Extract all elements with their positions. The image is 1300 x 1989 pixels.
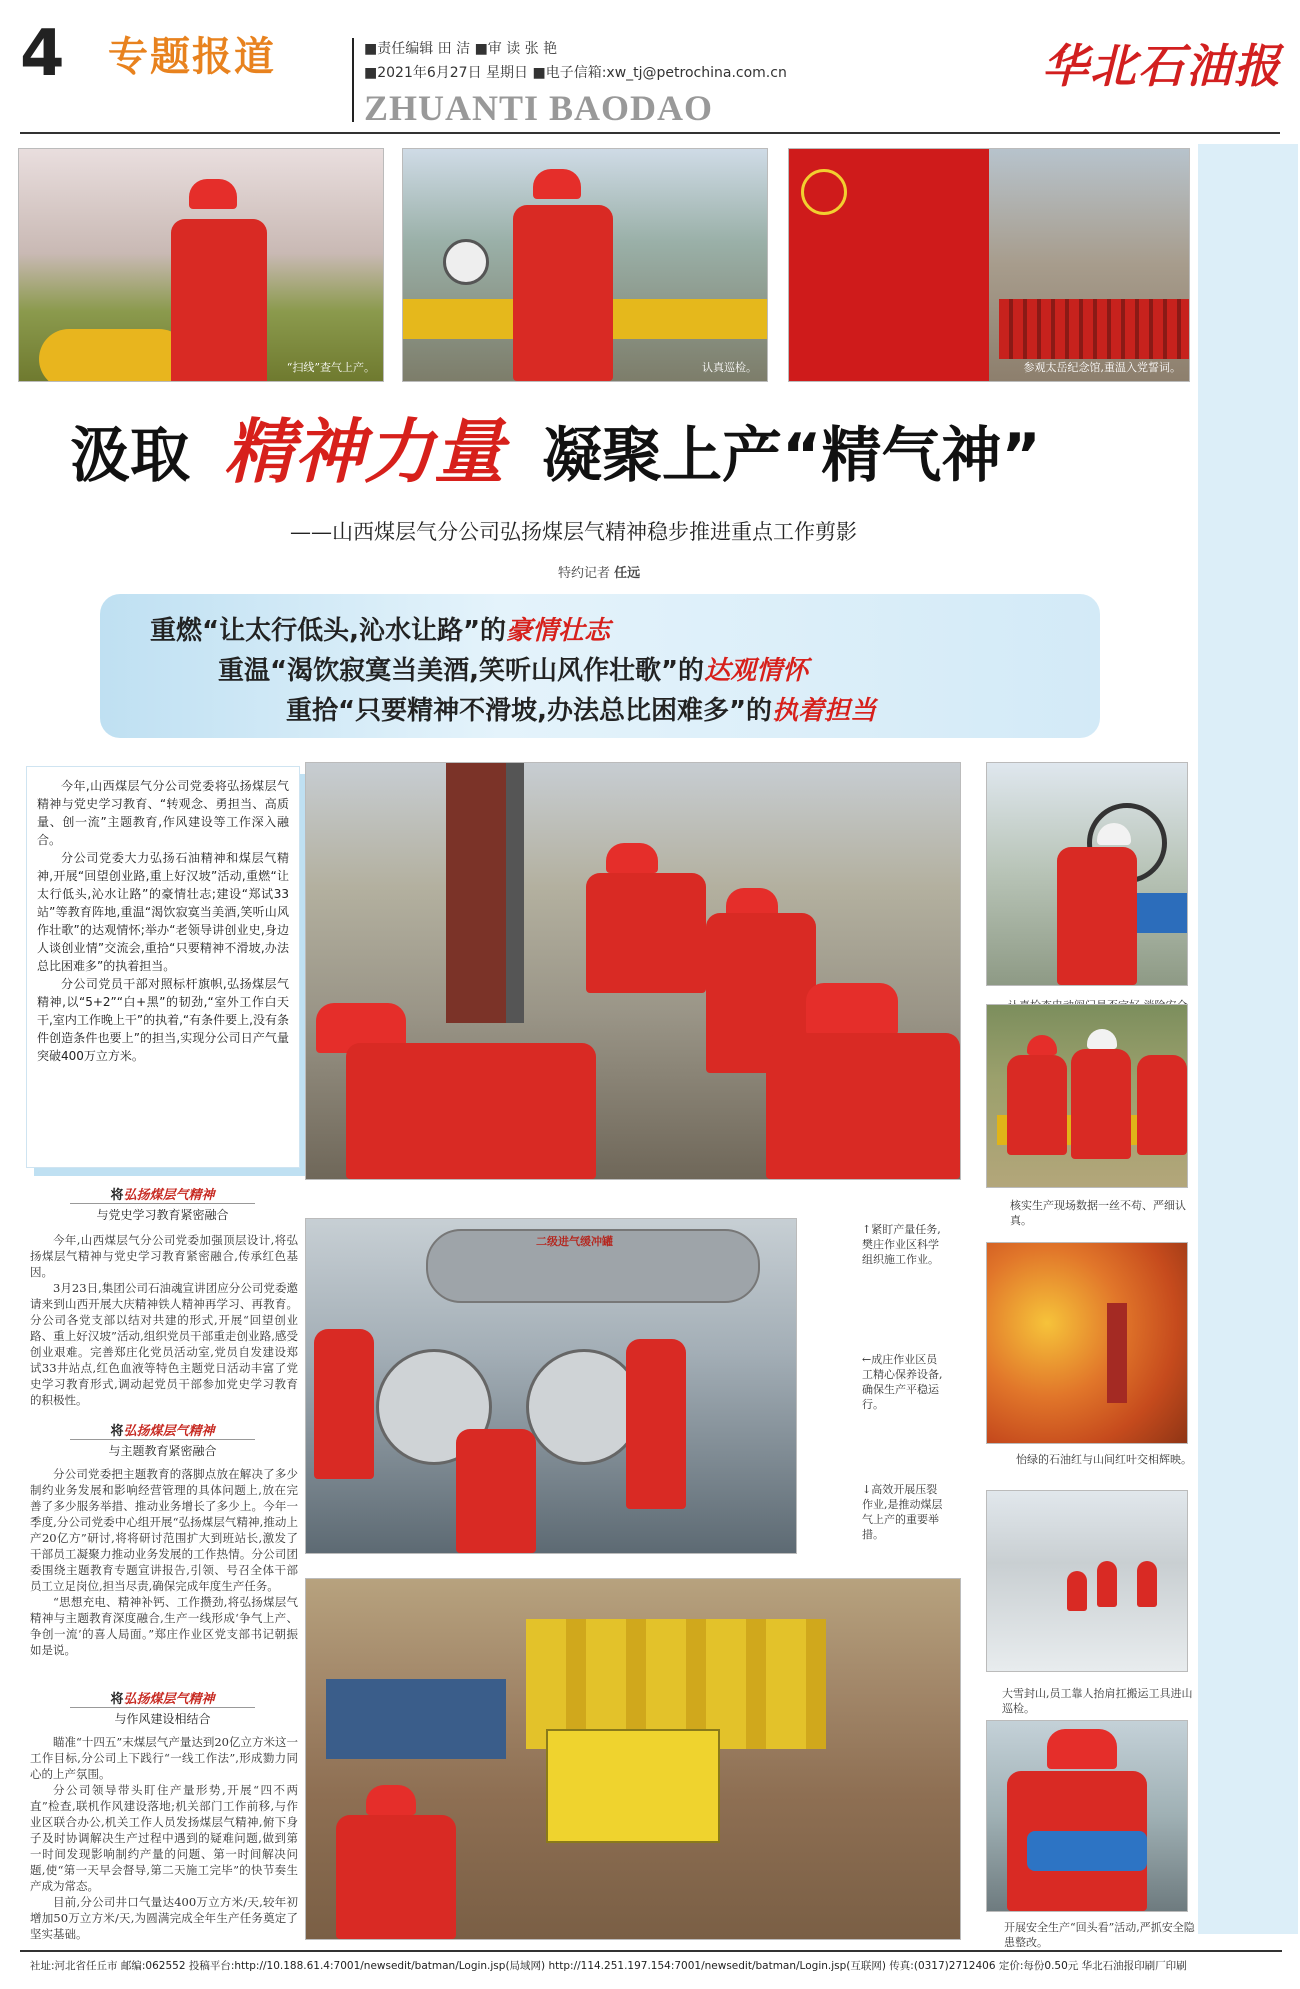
- right-photo-3: [986, 1242, 1188, 1444]
- caption-mid-left: ←成庄作业区员工精心保养设备,确保生产平稳运行。: [862, 1353, 943, 1411]
- section-3-paragraph-2: 分公司领导带头盯住产量形势,开展“四不两直”检查,联机作风建设落地;机关部门工作前移,与作业区联合办公,机关工作人员发扬煤层气精神,俯下身子及时协调解决生产过程中遇到的疑难问题,做到第一时间发现影响制约产量的问题、第一时间解决问题,使“第一天早会督导,第二天施工完毕”的快节奏生产成为常态。: [30, 1783, 298, 1893]
- banner-line-3: [286, 690, 876, 727]
- headline-part3: 凝聚上产“精气神”: [542, 421, 1041, 491]
- banner-line-3-emph: 执着担当: [772, 696, 877, 726]
- section-1-subheading: 与党史学习教育紧密融合: [70, 1203, 255, 1223]
- right-photo-1: [986, 762, 1188, 986]
- caption-right-2: 核实生产现场数据一丝不苟、严细认真。: [1010, 1199, 1186, 1227]
- section-1-body: [30, 1232, 298, 1408]
- section-3-heading: [30, 1688, 295, 1728]
- section-2-red: 弘扬煤层气精神: [123, 1424, 215, 1439]
- banner-line-2: [218, 650, 808, 687]
- masthead-logo: 华北石油报: [1042, 39, 1282, 93]
- banner-line-1-text: 重燃“让太行低头,沁水让路”的: [150, 616, 507, 646]
- section-3-red: 弘扬煤层气精神: [123, 1692, 215, 1707]
- right-photo-2: [986, 1004, 1188, 1188]
- date-line: ■2021年6月27日 星期日 ■电子信箱:xw_tj@petrochina.com.cn: [364, 65, 787, 81]
- banner-line-2-emph: 达观情怀: [704, 656, 809, 686]
- side-panel: [1198, 144, 1298, 1934]
- byline: [558, 562, 640, 581]
- headline-part1: 汲取: [70, 421, 190, 491]
- top-photo-2: [402, 148, 768, 382]
- section-1-paragraph-1: 今年,山西煤层气分公司党委加强顶层设计,将弘扬煤层气精神与党史学习教育紧密融合,传承红色基因。: [30, 1233, 298, 1279]
- header-rule: [20, 132, 1280, 134]
- editor-line: ■责任编辑 田 洁 ■审 读 张 艳: [364, 41, 558, 57]
- intro-paragraph-2: 分公司党委大力弘扬石油精神和煤层气精神,开展“回望创业路,重上好汉坡”活动,重燃“让太行低头,沁水让路”的豪情壮志;建设“郑试33站”等教育阵地,重温“渴饮寂寞当美酒,笑听山风作壮歌”的达观情怀;举办“老领导讲创业史,身边人谈创业情”交流会,重拾“只要精神不滑坡,办法总比困难多”的执着担当。: [37, 851, 289, 973]
- top-photo-2-caption: 认真巡检。: [702, 361, 757, 374]
- section-divider: [352, 38, 354, 122]
- section-1-prefix: 将: [110, 1188, 124, 1203]
- pinyin-title: ZHUANTI BAODAO: [364, 88, 714, 128]
- caption-right-4: 大雪封山,员工靠人抬肩扛搬运工具进山巡检。: [1002, 1687, 1193, 1715]
- headline-part2: 精神力量: [224, 410, 504, 493]
- footer-rule: [20, 1950, 1282, 1952]
- section-1-paragraph-2: 3月23日,集团公司石油魂宣讲团应分公司党委邀请来到山西开展大庆精神铁人精神再学习、再教育。分公司各党支部以结对共建的形式,开展“回望创业路、重上好汉坡”活动,组织党员干部重走创业路,感受创业艰难。完善郑庄化党员活动室,党员自发建设郑试33井站点,红色血液等特色主题党日活动丰富了党史学习教育形式,调动起党员干部参加党史学习教育的积极性。: [30, 1281, 298, 1407]
- footer-info: 社址:河北省任丘市 邮编:062552 投稿平台:http://10.188.61.4:7001/newsedit/batman/Login.jsp(局域网) http://114.251.197.154:7001/newsedit/batman/Login.jsp(互联网) 传真:(0317)2712406 定价:每份0.50元 华北石油报印刷厂印刷: [30, 1960, 1187, 1972]
- intro-paragraph-3: 分公司党员干部对照标杆旗帜,弘扬煤层气精神,以“5+2”“白+黑”的韧劲,“室外工作白天干,室内工作晚上干”的执着,“有条件要上,没有条件创造条件也要上”的担当,实现分公司日产气量突破400万立方米。: [37, 977, 289, 1063]
- section-3-paragraph-1: 瞄准“十四五”末煤层气产量达到20亿立方米这一工作目标,分公司上下践行“一线工作法”,形成勠力同心的上产氛围。: [30, 1735, 298, 1781]
- section-3-subheading: 与作风建设相结合: [70, 1707, 255, 1727]
- intro-paragraph-1: 今年,山西煤层气分公司党委将弘扬煤层气精神与党史学习教育、“转观念、勇担当、高质量、创一流”主题教育,作风建设等工作深入融合。: [37, 779, 289, 847]
- page-number: 4: [20, 17, 65, 91]
- section-2-heading: [30, 1420, 295, 1460]
- right-photo-4: [986, 1490, 1188, 1672]
- banner-line-3-text: 重拾“只要精神不滑坡,办法总比困难多”的: [286, 696, 773, 726]
- section-2-subheading: 与主题教育紧密融合: [70, 1439, 255, 1459]
- compressor-photo: [305, 1218, 797, 1554]
- banner-line-1-emph: 豪情壮志: [506, 616, 611, 646]
- section-3-paragraph-3: 目前,分公司井口气量达400万立方米/天,较年初增加50万立方米/天,为圆满完成全年生产任务奠定了坚实基础。: [30, 1895, 298, 1941]
- section-title: 专题报道: [108, 34, 276, 80]
- top-photo-3: [788, 148, 1190, 382]
- fracturing-photo: [305, 1578, 961, 1940]
- banner-line-2-text: 重温“渴饮寂寞当美酒,笑听山风作壮歌”的: [218, 656, 705, 686]
- headline-subtitle: ——山西煤层气分公司弘扬煤层气精神稳步推进重点工作剪影: [290, 520, 857, 544]
- caption-mid-up: ↑紧盯产量任务,樊庄作业区科学组织施工作业。: [862, 1223, 941, 1266]
- caption-right-5: 开展安全生产“回头看”活动,严抓安全隐患整改。: [1004, 1921, 1195, 1949]
- top-photo-3-caption: 参观太岳纪念馆,重温入党誓词。: [1023, 361, 1181, 374]
- caption-mid-down: ↓高效开展压裂作业,是推动煤层气上产的重要举措。: [862, 1483, 943, 1541]
- section-3-body: [30, 1734, 298, 1942]
- section-2-body: [30, 1466, 298, 1658]
- intro-box: [26, 766, 300, 1168]
- banner-line-1: [150, 610, 610, 647]
- section-2-paragraph-2: “思想充电、精神补钙、工作攒劲,将弘扬煤层气精神与主题教育深度融合,生产一线形成‘争气上产、争创一流’的喜人局面。”郑庄作业区党支部书记朝振如是说。: [30, 1595, 298, 1657]
- caption-right-3: 怡绿的石油红与山间红叶交相辉映。: [1016, 1453, 1192, 1466]
- byline-label: 特约记者: [558, 566, 611, 581]
- byline-name: 任远: [614, 566, 641, 581]
- headline: [70, 406, 1170, 493]
- drilling-photo: [305, 762, 961, 1180]
- top-photo-1: [18, 148, 384, 382]
- section-3-prefix: 将: [110, 1692, 124, 1707]
- section-1-heading: [30, 1184, 295, 1224]
- compressor-label: 二级进气缓冲罐: [536, 1235, 613, 1248]
- section-2-paragraph-1: 分公司党委把主题教育的落脚点放在解决了多少制约业务发展和影响经营管理的具体问题上,放在完善了多少服务举措、推动业务增长了多少上。今年一季度,分公司党委中心组开展“弘扬煤层气精神,推动上产20亿方”研讨,将将研讨范围扩大到班站长,激发了干部员工凝聚力推动业务发展的工作热情。分公司团委围绕主题教育专题宣讲报告,引领、号召全体干部员工立足岗位,担当尽责,确保完成年度生产任务。: [30, 1467, 298, 1593]
- section-1-red: 弘扬煤层气精神: [123, 1188, 215, 1203]
- section-2-prefix: 将: [110, 1424, 124, 1439]
- right-photo-5: [986, 1720, 1188, 1912]
- top-photo-1-caption: “扫线”查气上产。: [286, 361, 375, 374]
